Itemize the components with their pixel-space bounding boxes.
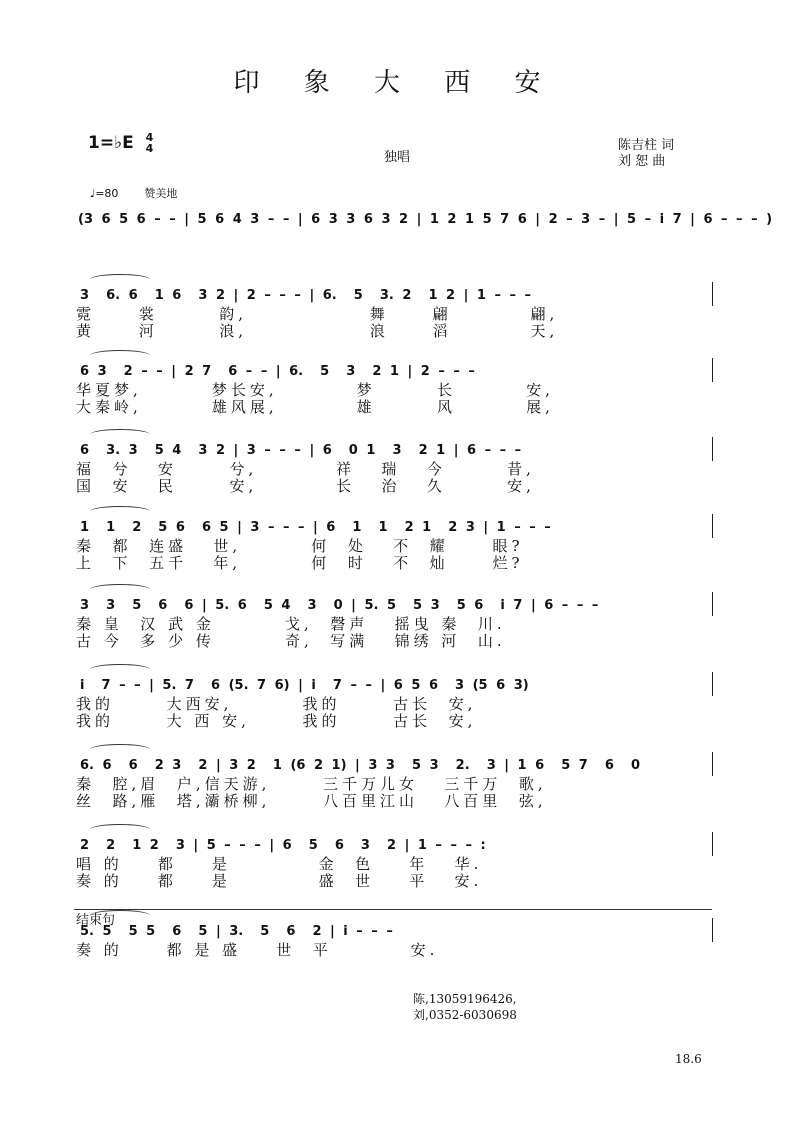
slur-mark: [90, 744, 150, 755]
page-number: 18.6: [675, 1052, 702, 1066]
tempo-marking: [90, 185, 177, 201]
lyrics-verse-2: 奏 的 都 是 盛 世 平 安.: [76, 872, 483, 890]
lyrics-verse-2: 上 下 五千 年, 何 时 不 灿 烂?: [76, 554, 524, 572]
barline: [712, 282, 713, 306]
barline: [712, 672, 713, 696]
notation-line: 6 3. 3 5 4 3 2 | 3 – – – | 6 0 1 3 2 1 | 6 – – –: [80, 443, 522, 458]
notation-line: 6. 6 6 2 3 2 | 3 2 1 (6 2 1) | 3 3 5 3 2. 3 | 1 6 5 7 6 0: [80, 758, 641, 773]
performance-type: 独唱: [384, 150, 411, 165]
lyrics-verse-1: 我的 大西安, 我的 古长 安,: [76, 695, 477, 713]
slur-mark: [90, 664, 150, 675]
barline: [712, 514, 713, 538]
tempo-value: ♩=80: [90, 187, 119, 200]
lyricist: 陈吉柱 词: [618, 138, 675, 153]
notation-line: 5. 5 5 5 6 5 | 3. 5 6 2 | i – – –: [80, 924, 393, 939]
slur-mark: [90, 506, 150, 517]
barline: [712, 358, 713, 382]
slur-mark: [90, 350, 150, 361]
lyrics-verse-2: 古 今 多 少 传 奇, 写满 锦绣 河 山.: [76, 632, 506, 650]
meter-top: 4: [145, 131, 154, 144]
contact-line: 陈,13059196426,: [413, 992, 517, 1006]
lyrics-verse-1: 秦 皇 汉 武 金 戈, 磬声 摇曳 秦 川.: [76, 615, 506, 633]
lyrics-verse-1: 华夏梦, 梦长安, 梦 长 安,: [76, 381, 554, 399]
composer: 刘 恕 曲: [618, 154, 666, 169]
slur-mark: [90, 824, 150, 835]
barline: [712, 918, 713, 942]
slur-mark: [90, 274, 150, 285]
barline: [712, 752, 713, 776]
lyrics-verse-1: 霓 裳 韵, 舞 翩 翩,: [76, 305, 559, 323]
notation-line: 6 3 2 – – | 2 7 6 – – | 6. 5 3 2 1 | 2 – – –: [80, 364, 475, 379]
slur-mark: [90, 429, 150, 440]
time-signature: [146, 132, 154, 154]
lyrics-verse-1: 秦 腔,眉 户,信天游, 三千万儿女 三千万 歌,: [76, 775, 547, 793]
lyrics-verse-1: 福 兮 安 兮, 祥 瑞 今 昔,: [76, 460, 535, 478]
notation-line: i 7 – – | 5. 7 6 (5. 7 6) | i 7 – – | 6 5 6 3 (5 6 3): [80, 678, 529, 693]
lyrics-verse-2: 我的 大 西 安, 我的 古长 安,: [76, 712, 477, 730]
lyrics-verse-1: 唱 的 都 是 金 色 年 华.: [76, 855, 483, 873]
song-title: 印 象 大 西 安: [233, 68, 559, 98]
ending-label: 结束句: [76, 913, 116, 928]
lyrics-verse-1: 秦 都 连盛 世, 何 处 不 耀 眼?: [76, 537, 524, 555]
key-text: 1=♭E: [88, 133, 134, 153]
slur-mark: [90, 584, 150, 595]
lyrics-verse-2: 国 安 民 安, 长 治 久 安,: [76, 477, 535, 495]
notation-line: 3 3 5 6 6 | 5. 6 5 4 3 0 | 5. 5 5 3 5 6 i 7 | 6 – – –: [80, 598, 599, 613]
barline: [712, 437, 713, 461]
key-signature: [88, 132, 153, 154]
lyrics-verse-2: 大秦岭, 雄风展, 雄 风 展,: [76, 398, 554, 416]
notation-line: 2 2 1 2 3 | 5 – – – | 6 5 6 3 2 | 1 – – – :: [80, 838, 486, 853]
intro-notes: (3 6 5 6 – – | 5 6 4 3 – – | 6 3 3 6 3 2 | 1 2 1 5 7 6 | 2 – 3 – | 5 – i 7 | 6 – – – ): [78, 212, 773, 227]
lyrics-verse-2: 丝 路,雁 塔,灞桥柳, 八百里江山 八百里 弦,: [76, 792, 547, 810]
contact-line: 刘,0352-6030698: [413, 1008, 517, 1022]
credits: [618, 138, 674, 170]
lyrics-verse-2: 黄 河 浪, 浪 滔 天,: [76, 322, 559, 340]
barline: [712, 832, 713, 856]
contact-info: [413, 991, 517, 1023]
ending-bracket: [74, 909, 712, 910]
notation-line: 3 6. 6 1 6 3 2 | 2 – – – | 6. 5 3. 2 1 2 | 1 – – –: [80, 288, 531, 303]
expression-mark: 赞美地: [144, 187, 178, 200]
meter-bottom: 4: [145, 142, 154, 155]
barline: [712, 592, 713, 616]
lyrics-verse-1: 奏 的 都 是 盛 世 平 安.: [76, 941, 439, 959]
notation-line: 1 1 2 5 6 6 5 | 3 – – – | 6 1 1 2 1 2 3 | 1 – – –: [80, 520, 551, 535]
